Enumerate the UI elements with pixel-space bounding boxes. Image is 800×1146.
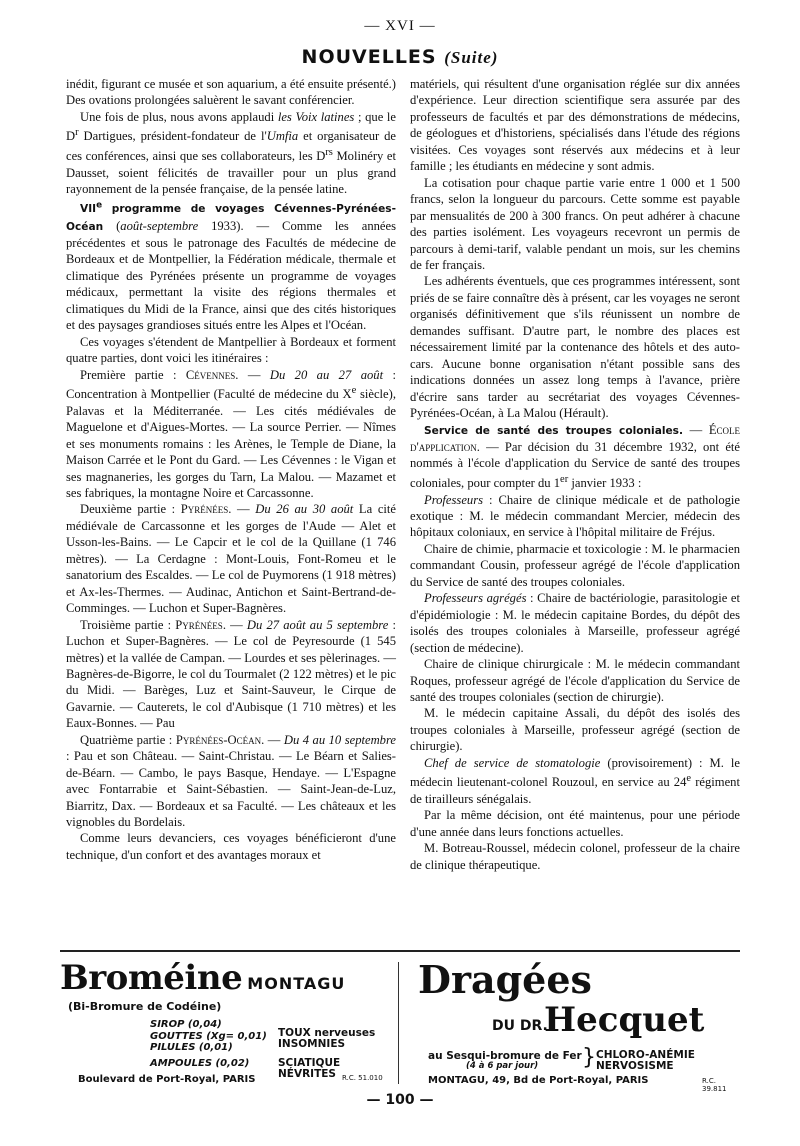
advertisement-hecquet [410, 957, 740, 1093]
ad-indications: CHLORO-ANÉMIE NERVOSISME [596, 1049, 695, 1072]
ad-code: R.C. 51.010 [342, 1074, 383, 1082]
ad-code: R.C. 39.811 [702, 1077, 727, 1093]
advertisement-rule [60, 950, 740, 952]
ad-subtitle: (Bi-Bromure de Codéine) [68, 1000, 222, 1013]
ad-address: Boulevard de Port-Royal, PARIS [78, 1074, 256, 1085]
advertisement-divider [398, 962, 399, 1084]
running-title [0, 46, 800, 68]
ad-indications-b: SCIATIQUE NÉVRITES [278, 1057, 341, 1080]
section-suite: (Suite) [444, 48, 499, 67]
paragraph: Ces voyages s'étendent de Mantpellier à Bordeaux et forment quatre parties, dont voici les itinéraires : [66, 334, 396, 366]
ad-form: SIROP (0,04) [150, 1019, 222, 1030]
paragraph: Quatrième partie : Pyrénées-Océan. — Du 4 au 10 septembre : Pau et son Château. — Saint-Christau. — Le Béarn et Salies-de-Béarn. — Cambo, le pays Basque, Hendaye. — L'Espagne avec Fontarrabie et Saint-Sébastien. — Saint-Jean-de-Luz, Biarritz, Dax. — Bordeaux et sa Faculté. — Les châteaux et les vignobles du Bordelais. [66, 732, 396, 830]
paragraph: La cotisation pour chaque partie varie entre 1 000 et 1 500 francs, selon la longueur du parcours. Cette somme est payable par mensualités de 200 à 300 francs. On peut adhérer à chacune des parties isolément. Les voyageurs recevront un permis de parcours à demi-tarif, valable pendant un mois, sur les chemins de fer français. [410, 175, 740, 272]
paragraph: Professeurs : Chaire de clinique médicale et de pathologie exotique : M. le médecin commandant Mercier, médecin des hôpitaux coloniaux, en service à l'hôpital militaire de Fréjus. [410, 492, 740, 540]
ad-ampoules: AMPOULES (0,02) [150, 1057, 250, 1069]
paragraph: inédit, figurant ce musée et son aquarium, a été ensuite présenté.) Des ovations prolongées saluèrent le savant conférencier. [66, 77, 396, 108]
folio: — XVI — [364, 18, 436, 34]
ad-form: PILULES (0,01) [150, 1042, 233, 1053]
ad-form: GOUTTES (Xg= 0,01) [150, 1030, 267, 1042]
ad-maker: MONTAGU [247, 974, 346, 993]
paragraph: Une fois de plus, nous avons applaudi les Voix latines ; que le $D^r$ Dartigues, président-fondateur de l'Umfia et organisateur de ces conférences, ainsi que ses collaborateurs, les $D^{rs}$ Molinéry et Dausset, soient félicités de travailler pour un plus grand rayonnement de la pensée française, de la pensée latine. [66, 109, 397, 197]
paragraph: M. Botreau-Roussel, médecin colonel, professeur de la chaire de clinique thérapeutique. [410, 841, 740, 872]
left-column [66, 76, 396, 863]
paragraph: Chaire de clinique chirurgicale : M. le médecin commandant Roques, professeur agrégé de l'école d'application du Service de santé des troupes coloniales (section de chirurgie). [410, 657, 740, 704]
paragraph: Chaire de chimie, pharmacie et toxicologie : M. le pharmacien commandant Cousin, professeur agrégé de l'école d'application du Service de santé des troupes coloniales. [410, 541, 740, 589]
paragraph: Par la même décision, ont été maintenus, pour une période d'une année dans leurs fonctions actuelles. [410, 808, 740, 839]
paragraph: Troisième partie : Pyrénées. — Du 27 août au 5 septembre : Luchon et Super-Bagnères. — Le col de Peyresourde (1 545 mètres) et la vallée de Campan. — Lourdes et ses pèlerinages. — Bagnères-de-Bigorre, le col du Tourmalet (2 122 mètres) et le pic du Midi. — Barèges, Luz et Saint-Sauveur, le Cirque de Gavarnie. — Cauterets, le col d'Aubisque (1 710 mètres) et les Eaux-Bonnes. — Pau [66, 617, 396, 731]
brace-icon: } [582, 1045, 596, 1070]
right-column [410, 76, 740, 873]
paragraph: VIIe programme de voyages Cévennes-Pyrénées-Océan (août-septembre 1933). — Comme les années précédentes et sous le patronage des Facultés de médecine de Bordeaux et de Montpellier, la Fédération médicale, thermale et climatique des Pyrénées présente un programme de voyages médicaux, permettant la visite des régions thermales et climatiques du Midi de la France, ainsi que des cités historiques et des paysages grandioses situés entre les Alpes et l'Océan. [66, 200, 397, 333]
paragraph: Service de santé des troupes coloniales. — École d'application. — Par décision du 31 décembre 1932, ont été nommés à l'école d'application du Service de santé des troupes coloniales, pour compter du 1er janvier 1933 : [410, 422, 741, 491]
paragraph: Les adhérents éventuels, que ces programmes intéressent, sont priés de se faire connaître dès à présent, car les voyages ne seront organisés définitivement que s'ils réunissent un nombre de demandes suffisant. D'autre part, le nombre des places est nécessairement limité par la contenance des hôtels et des auto-cars. Aucune bonne organisation n'étant possible sans des indications données un assez long temps à l'avance, prière d'écrire sans tarder au secrétariat des voyages Cévennes-Pyrénées-Océan, à La Malou (Hérault). [410, 274, 740, 421]
advertisement-bromeine [60, 958, 390, 1088]
ad-composition: au Sesqui-bromure de Fer [428, 1050, 582, 1062]
paragraph: Première partie : Cévennes. — Du 20 au 27 août : Concentration à Montpellier (Faculté de médecine du Xe siècle), Palavas et la Méditerranée. — Les cités médiévales de Maguelone et d'Aigues-Mortes. — La source Perrier. — Nîmes et ses monuments romains : les Arènes, le Temple de Diane, la Maison Carrée et le Pont du Gard. — Les Cévennes : le Vigan et ses magnaneries, les gorges du Tarn, La Malou. — Mazamet et ses fabriques, la montagne Noire et Carcassonne. [66, 367, 396, 500]
ad-brand: Dragées [418, 957, 592, 1002]
section-title: NOUVELLES [301, 46, 437, 68]
paragraph: Deuxième partie : Pyrénées. — Du 26 au 30 août La cité médiévale de Carcassonne et les gorges de l'Aude — Alet et Usson-les-Bains. — Le Capcir et le col de la Quillane (1 746 mètres). — La Cerdagne : Mont-Louis, Font-Romeu et le sanatorium des Escaldes. — Le col de Puymorens (1 918 mètres) et Ax-les-Thermes. — Audinac, Antichon et Saint-Bertrand-de-Comminges. — Luchon et Super-Bagnères. [66, 502, 397, 616]
paragraph: matériels, qui résultent d'une organisation réglée sur dix années d'expérience. Leur direction scientifique sera assurée par des professeurs de facultés et par des démonstrations de médecins, de géologues et d'historiens, spécialisés dans l'étude des régions visitées. Ces voyages sont réservés aux médecins et à leur famille ; les étudiants en médecine y sont admis. [410, 77, 740, 174]
ad-name: Hecquet [544, 1000, 705, 1040]
ad-dose: (4 à 6 par jour) [466, 1061, 539, 1071]
ad-indications-a: TOUX nerveuses INSOMNIES [278, 1027, 376, 1050]
page-number: — 100 — [366, 1092, 434, 1108]
paragraph: M. le médecin capitaine Assali, du dépôt des isolés des troupes coloniales à Marseille, professeur agrégé (section de chirurgie). [410, 706, 740, 754]
paragraph: Comme leurs devanciers, ces voyages bénéficieront d'une technique, d'un confort et des avantages moraux et [66, 831, 396, 862]
paragraph: Chef de service de stomatologie (provisoirement) : M. le médecin lieutenant-colonel Rouzoul, en service au 24e régiment de tirailleurs sénégalais. [410, 755, 740, 806]
ad-du: DU DR. [492, 1018, 548, 1034]
ad-brand-line [60, 958, 390, 998]
ad-brand: Broméine [60, 958, 243, 998]
ad-address: MONTAGU, 49, Bd de Port-Royal, PARIS [428, 1075, 649, 1086]
paragraph: Professeurs agrégés : Chaire de bactériologie, parasitologie et d'épidémiologie : M. le médecin capitaine Bordes, du dépôt des isolés des troupes coloniales à Marseille, professeur agrégé (section de médecine). [410, 591, 740, 655]
